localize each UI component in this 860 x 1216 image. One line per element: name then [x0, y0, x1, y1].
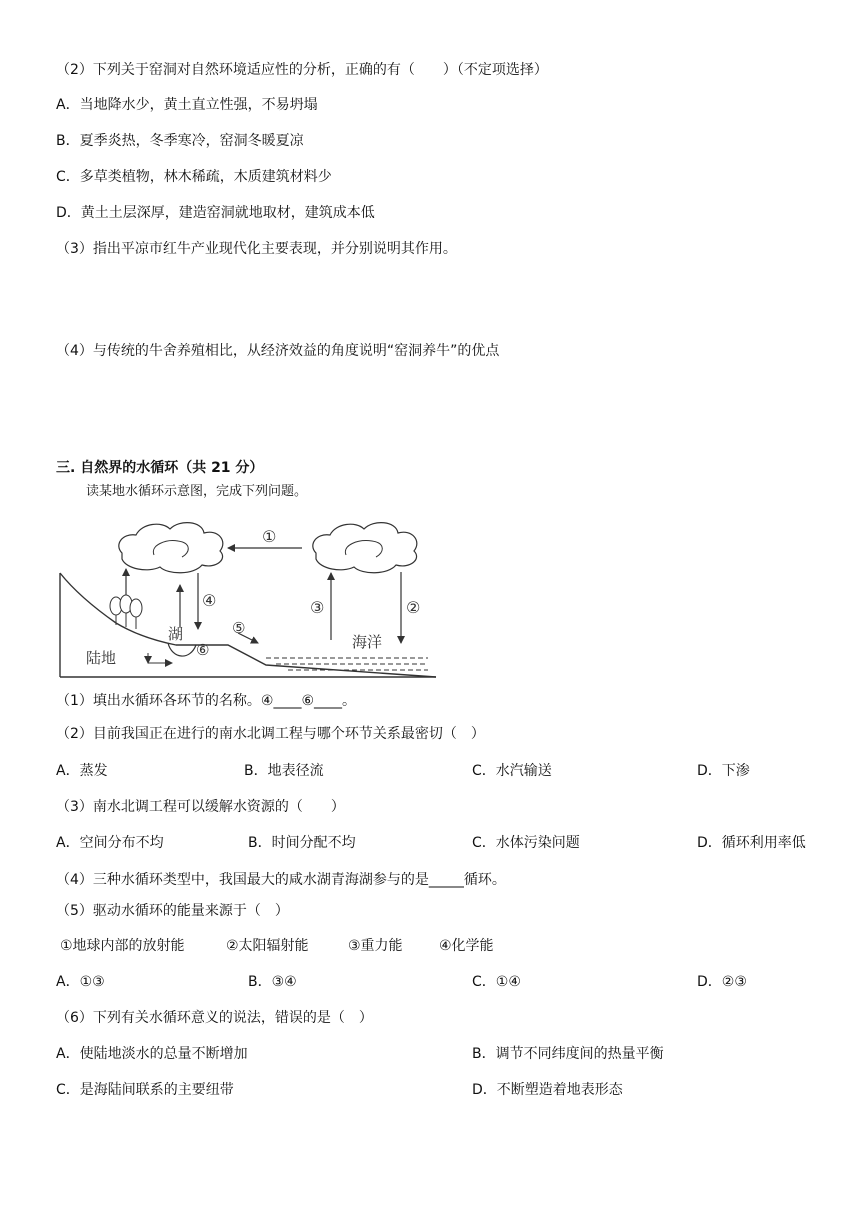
question-2-option-b: B．夏季炎热，冬季寒冷，窑洞冬暖夏凉 — [56, 133, 304, 149]
water-q6-option-a: A．使陆地淡水的总量不断增加 — [56, 1046, 248, 1062]
section-heading: 三. 自然界的水循环（共 21 分） — [56, 460, 264, 476]
label-2: ② — [406, 598, 421, 617]
water-q5-choice-3: ③重力能 — [348, 938, 403, 954]
land-label: 陆地 — [86, 649, 117, 667]
label-1: ① — [262, 527, 277, 546]
water-q6-option-b: B．调节不同纬度间的热量平衡 — [472, 1046, 664, 1062]
water-q5-option-c: C．①④ — [472, 974, 521, 990]
water-q3-option-c: C．水体污染问题 — [472, 835, 580, 851]
question-3-stem: （3）指出平凉市红牛产业现代化主要表现，并分别说明其作用。 — [56, 241, 457, 257]
label-3: ③ — [310, 598, 325, 617]
water-q2-option-b: B．地表径流 — [244, 763, 324, 779]
section-intro: 读某地水循环示意图，完成下列问题。 — [86, 484, 308, 499]
water-q5-option-b: B．③④ — [248, 974, 297, 990]
water-q2-stem: （2）目前我国正在进行的南水北调工程与哪个环节关系最密切（ ） — [56, 726, 485, 742]
water-q2-option-d: D．下渗 — [697, 763, 750, 779]
question-2-stem: （2）下列关于窑洞对自然环境适应性的分析，正确的有（ ）（不定项选择） — [56, 62, 548, 78]
cloud-left — [119, 523, 223, 573]
water-q5-option-d: D．②③ — [697, 974, 747, 990]
question-2-option-a: A．当地降水少，黄土直立性强，不易坍塌 — [56, 97, 318, 113]
label-6: ⑥ — [196, 641, 210, 659]
water-q5-choice-4: ④化学能 — [439, 938, 494, 954]
water-q6-stem: （6）下列有关水循环意义的说法，错误的是（ ） — [56, 1010, 373, 1026]
water-q3-option-a: A．空间分布不均 — [56, 835, 164, 851]
water-q3-option-b: B．时间分配不均 — [248, 835, 356, 851]
water-q3-stem: （3）南水北调工程可以缓解水资源的（ ） — [56, 799, 345, 815]
water-q5-choice-1: ①地球内部的放射能 — [60, 938, 185, 954]
water-q6-option-d: D．不断塑造着地表形态 — [472, 1082, 623, 1098]
water-cycle-diagram — [56, 515, 440, 680]
water-q5-stem: （5）驱动水循环的能量来源于（ ） — [56, 903, 289, 919]
trees-icon — [110, 595, 142, 629]
label-5: ⑤ — [232, 619, 246, 637]
water-q5-choice-2: ②太阳辐射能 — [226, 938, 309, 954]
water-q3-option-d: D．循环利用率低 — [697, 835, 806, 851]
water-q1-stem: （1）填出水循环各环节的名称。④____⑥____。 — [56, 693, 357, 709]
water-q2-option-a: A．蒸发 — [56, 763, 108, 779]
ocean-label: 海洋 — [352, 633, 383, 651]
water-q5-option-a: A．①③ — [56, 974, 105, 990]
label-4: ④ — [202, 591, 217, 610]
question-2-option-d: D．黄土土层深厚，建造窑洞就地取材，建筑成本低 — [56, 205, 375, 221]
question-2-option-c: C．多草类植物，林木稀疏，木质建筑材料少 — [56, 169, 332, 185]
lake-label: 湖 — [168, 625, 184, 643]
cloud-right — [313, 523, 417, 573]
question-4-stem: （4）与传统的牛舍养殖相比，从经济效益的角度说明“窑洞养牛”的优点 — [56, 343, 500, 359]
water-q6-option-c: C．是海陆间联系的主要纽带 — [56, 1082, 234, 1098]
water-q2-option-c: C．水汽输送 — [472, 763, 552, 779]
water-q4-stem: （4）三种水循环类型中，我国最大的咸水湖青海湖参与的是_____循环。 — [56, 872, 506, 888]
